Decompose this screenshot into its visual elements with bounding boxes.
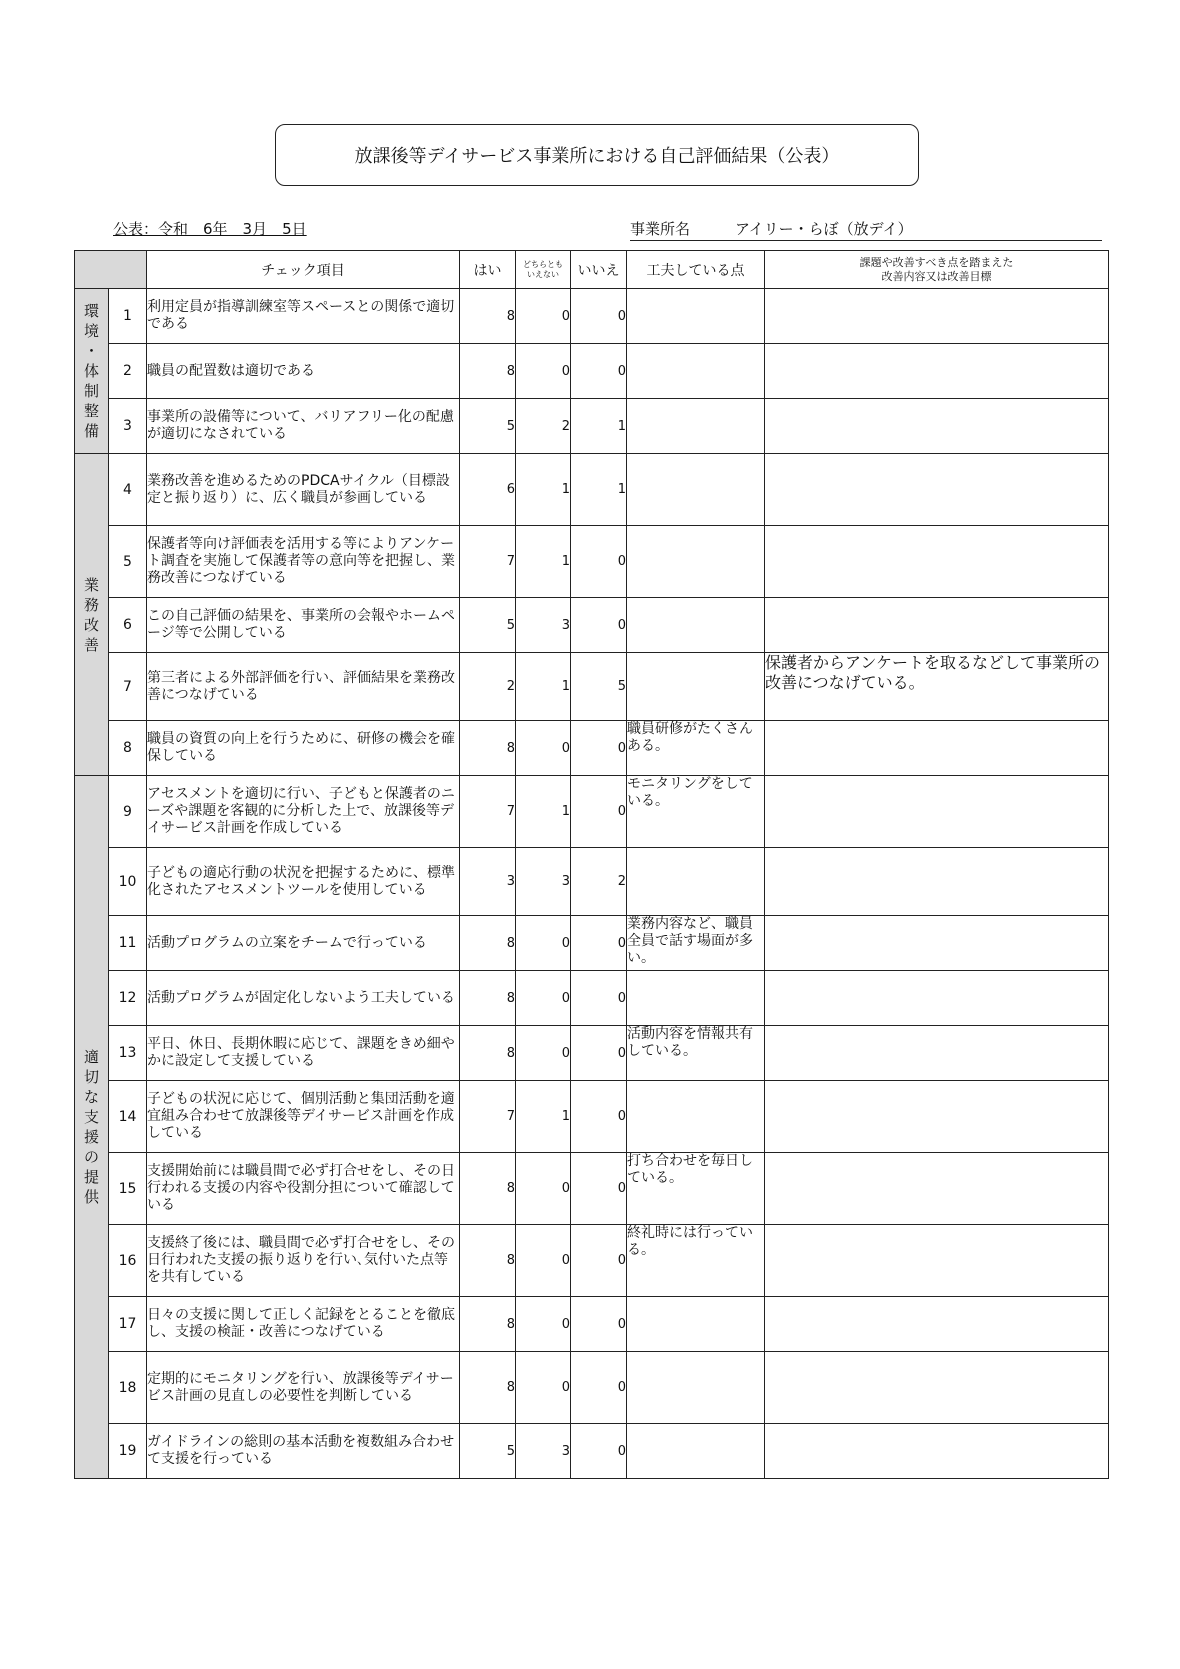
table-row	[75, 399, 1109, 454]
yes-count: 5	[460, 598, 516, 653]
table-row	[75, 1081, 1109, 1153]
check-item-text: 事業所の設備等について、バリアフリー化の配慮が適切になされている	[147, 399, 460, 454]
issues-cell	[765, 526, 1109, 598]
header-neither: どちらとも いえない	[516, 251, 571, 289]
category-label: 環 境 ・ 体 制 整 備	[75, 289, 109, 454]
neither-count: 1	[516, 526, 571, 598]
office-label: 事業所名	[630, 220, 691, 238]
page-title: 放課後等デイサービス事業所における自己評価結果（公表）	[275, 124, 919, 186]
neither-count: 0	[516, 1026, 571, 1081]
issues-cell	[765, 721, 1109, 776]
table-row	[75, 721, 1109, 776]
issues-cell	[765, 1352, 1109, 1424]
check-item-text: 日々の支援に関して正しく記録をとることを徹底し、支援の検証・改善につなげている	[147, 1297, 460, 1352]
table-row	[75, 1424, 1109, 1479]
header-no: いいえ	[571, 251, 627, 289]
efforts-cell: 終礼時には行っている。	[627, 1225, 765, 1297]
yes-count: 3	[460, 848, 516, 916]
issues-cell	[765, 848, 1109, 916]
no-count: 0	[571, 971, 627, 1026]
neither-count: 3	[516, 1424, 571, 1479]
item-number: 4	[109, 454, 147, 526]
item-number: 2	[109, 344, 147, 399]
neither-count: 2	[516, 399, 571, 454]
yes-count: 2	[460, 653, 516, 721]
issues-cell	[765, 1081, 1109, 1153]
neither-count: 0	[516, 344, 571, 399]
issues-cell	[765, 289, 1109, 344]
item-number: 7	[109, 653, 147, 721]
issues-cell	[765, 1225, 1109, 1297]
no-count: 2	[571, 848, 627, 916]
check-item-text: 活動プログラムの立案をチームで行っている	[147, 916, 460, 971]
table-row	[75, 289, 1109, 344]
table-row	[75, 526, 1109, 598]
item-number: 1	[109, 289, 147, 344]
neither-count: 0	[516, 916, 571, 971]
table-row	[75, 776, 1109, 848]
no-count: 0	[571, 1225, 627, 1297]
neither-count: 0	[516, 1352, 571, 1424]
table-row	[75, 1225, 1109, 1297]
issues-cell	[765, 916, 1109, 971]
item-number: 14	[109, 1081, 147, 1153]
item-number: 13	[109, 1026, 147, 1081]
efforts-cell	[627, 1352, 765, 1424]
issues-cell	[765, 1424, 1109, 1479]
neither-count: 1	[516, 776, 571, 848]
evaluation-table	[74, 250, 1109, 1479]
efforts-cell	[627, 344, 765, 399]
header-check-item: チェック項目	[147, 251, 460, 289]
issues-cell	[765, 344, 1109, 399]
table-row	[75, 1026, 1109, 1081]
publish-date: 公表：令和 6年 3月 5日	[113, 220, 307, 238]
efforts-cell: 業務内容など、職員全員で話す場面が多い。	[627, 916, 765, 971]
table-row	[75, 344, 1109, 399]
no-count: 0	[571, 1081, 627, 1153]
check-item-text: 職員の資質の向上を行うために、研修の機会を確保している	[147, 721, 460, 776]
check-item-text: 子どもの適応行動の状況を把握するために、標準化されたアセスメントツールを使用している	[147, 848, 460, 916]
no-count: 0	[571, 1026, 627, 1081]
no-count: 0	[571, 289, 627, 344]
no-count: 0	[571, 344, 627, 399]
efforts-cell	[627, 1297, 765, 1352]
check-item-text: 利用定員が指導訓練室等スペースとの関係で適切である	[147, 289, 460, 344]
neither-count: 1	[516, 1081, 571, 1153]
neither-count: 0	[516, 289, 571, 344]
yes-count: 7	[460, 526, 516, 598]
efforts-cell	[627, 971, 765, 1026]
neither-count: 0	[516, 1297, 571, 1352]
efforts-cell: モニタリングをしている。	[627, 776, 765, 848]
issues-cell	[765, 1153, 1109, 1225]
office-name: アイリー・らぼ（放デイ）	[735, 220, 913, 238]
issues-cell	[765, 598, 1109, 653]
efforts-cell	[627, 1424, 765, 1479]
item-number: 19	[109, 1424, 147, 1479]
header-issues: 課題や改善すべき点を踏まえた 改善内容又は改善目標	[765, 251, 1109, 289]
check-item-text: 定期的にモニタリングを行い、放課後等デイサービス計画の見直しの必要性を判断している	[147, 1352, 460, 1424]
check-item-text: ガイドラインの総則の基本活動を複数組み合わせて支援を行っている	[147, 1424, 460, 1479]
yes-count: 8	[460, 344, 516, 399]
no-count: 0	[571, 776, 627, 848]
table-row	[75, 1297, 1109, 1352]
item-number: 8	[109, 721, 147, 776]
header-row	[75, 251, 1109, 289]
table-row	[75, 598, 1109, 653]
neither-count: 3	[516, 598, 571, 653]
efforts-cell	[627, 1081, 765, 1153]
check-item-text: 保護者等向け評価表を活用する等によりアンケート調査を実施して保護者等の意向等を把握し、業務改善につなげている	[147, 526, 460, 598]
neither-count: 0	[516, 1153, 571, 1225]
efforts-cell	[627, 454, 765, 526]
item-number: 6	[109, 598, 147, 653]
header-yes: はい	[460, 251, 516, 289]
no-count: 1	[571, 454, 627, 526]
issues-cell	[765, 454, 1109, 526]
no-count: 0	[571, 916, 627, 971]
item-number: 12	[109, 971, 147, 1026]
table-row	[75, 916, 1109, 971]
no-count: 0	[571, 721, 627, 776]
yes-count: 5	[460, 399, 516, 454]
efforts-cell	[627, 848, 765, 916]
efforts-cell	[627, 526, 765, 598]
efforts-cell: 職員研修がたくさんある。	[627, 721, 765, 776]
issues-cell	[765, 399, 1109, 454]
item-number: 5	[109, 526, 147, 598]
check-item-text: 子どもの状況に応じて、個別活動と集団活動を適宜組み合わせて放課後等デイサービス計画を作成している	[147, 1081, 460, 1153]
efforts-cell	[627, 399, 765, 454]
header-blank	[75, 251, 147, 289]
item-number: 3	[109, 399, 147, 454]
no-count: 5	[571, 653, 627, 721]
item-number: 10	[109, 848, 147, 916]
yes-count: 8	[460, 1352, 516, 1424]
office-info	[630, 218, 1102, 241]
item-number: 16	[109, 1225, 147, 1297]
check-item-text: 活動プログラムが固定化しないよう工夫している	[147, 971, 460, 1026]
table-row	[75, 971, 1109, 1026]
yes-count: 8	[460, 1026, 516, 1081]
item-number: 18	[109, 1352, 147, 1424]
neither-count: 3	[516, 848, 571, 916]
yes-count: 8	[460, 1225, 516, 1297]
neither-count: 0	[516, 1225, 571, 1297]
yes-count: 5	[460, 1424, 516, 1479]
item-number: 15	[109, 1153, 147, 1225]
efforts-cell: 活動内容を情報共有している。	[627, 1026, 765, 1081]
no-count: 0	[571, 526, 627, 598]
efforts-cell	[627, 289, 765, 344]
table-row	[75, 848, 1109, 916]
issues-cell	[765, 776, 1109, 848]
yes-count: 7	[460, 1081, 516, 1153]
yes-count: 8	[460, 721, 516, 776]
check-item-text: 支援開始前には職員間で必ず打合せをし、その日行われる支援の内容や役割分担について確認している	[147, 1153, 460, 1225]
check-item-text: 業務改善を進めるためのPDCAサイクル（目標設定と振り返り）に、広く職員が参画している	[147, 454, 460, 526]
efforts-cell	[627, 653, 765, 721]
issues-cell: 保護者からアンケートを取るなどして事業所の改善につなげている。	[765, 653, 1109, 721]
efforts-cell: 打ち合わせを毎日している。	[627, 1153, 765, 1225]
check-item-text: 職員の配置数は適切である	[147, 344, 460, 399]
check-item-text: この自己評価の結果を、事業所の会報やホームページ等で公開している	[147, 598, 460, 653]
efforts-cell	[627, 598, 765, 653]
check-item-text: 第三者による外部評価を行い、評価結果を業務改善につなげている	[147, 653, 460, 721]
check-item-text: アセスメントを適切に行い、子どもと保護者のニーズや課題を客観的に分析した上で、放課後等デイサービス計画を作成している	[147, 776, 460, 848]
no-count: 0	[571, 598, 627, 653]
no-count: 0	[571, 1297, 627, 1352]
neither-count: 1	[516, 454, 571, 526]
item-number: 9	[109, 776, 147, 848]
table-row	[75, 454, 1109, 526]
category-label: 適 切 な 支 援 の 提 供	[75, 776, 109, 1479]
yes-count: 6	[460, 454, 516, 526]
neither-count: 1	[516, 653, 571, 721]
check-item-text: 支援終了後には、職員間で必ず打合せをし、その日行われた支援の振り返りを行い､気付いた点等を共有している	[147, 1225, 460, 1297]
yes-count: 8	[460, 971, 516, 1026]
item-number: 11	[109, 916, 147, 971]
no-count: 1	[571, 399, 627, 454]
yes-count: 8	[460, 916, 516, 971]
no-count: 0	[571, 1352, 627, 1424]
header-efforts: 工夫している点	[627, 251, 765, 289]
check-item-text: 平日、休日、長期休暇に応じて、課題をきめ細やかに設定して支援している	[147, 1026, 460, 1081]
issues-cell	[765, 1297, 1109, 1352]
no-count: 0	[571, 1424, 627, 1479]
neither-count: 0	[516, 721, 571, 776]
yes-count: 8	[460, 289, 516, 344]
neither-count: 0	[516, 971, 571, 1026]
yes-count: 7	[460, 776, 516, 848]
yes-count: 8	[460, 1297, 516, 1352]
category-label: 業 務 改 善	[75, 454, 109, 776]
item-number: 17	[109, 1297, 147, 1352]
no-count: 0	[571, 1153, 627, 1225]
table-row	[75, 653, 1109, 721]
issues-cell	[765, 1026, 1109, 1081]
table-row	[75, 1153, 1109, 1225]
table-row	[75, 1352, 1109, 1424]
yes-count: 8	[460, 1153, 516, 1225]
issues-cell	[765, 971, 1109, 1026]
